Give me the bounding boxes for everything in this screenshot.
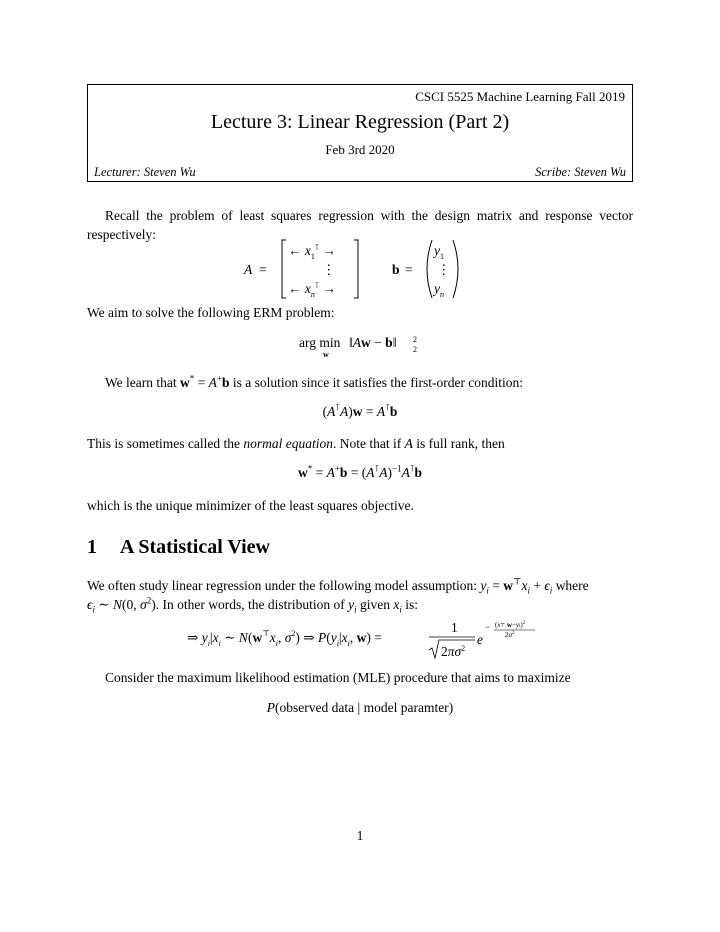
svg-text:w: w bbox=[323, 350, 329, 359]
section-heading bbox=[87, 536, 270, 559]
svg-text:⋮: ⋮ bbox=[437, 262, 451, 277]
svg-text:‖Aw − b‖: ‖Aw − b‖ bbox=[349, 335, 397, 350]
svg-text:e: e bbox=[477, 632, 483, 647]
model-assumption-paragraph: We often study linear regression under the following model assumption: $y_i = w^⊤x_i + \epsilon_i$ where $\epsilon_i$ ∼ N(0, $\sigma^2$). In other words, the distribution of $y_i$ given $x_i$ is: bbox=[87, 576, 589, 615]
course-name: CSCI 5525 Machine Learning Fall 2019 bbox=[415, 89, 625, 104]
svg-text:2: 2 bbox=[413, 345, 417, 354]
svg-text:(x⊤ w−yi)2: (x⊤ w−yi)$^2$ bbox=[495, 621, 526, 629]
svg-text:1: 1 bbox=[451, 620, 458, 635]
page-number: 1 bbox=[356, 828, 364, 843]
svg-text:arg min: arg min bbox=[299, 335, 341, 350]
lecture-header bbox=[87, 84, 633, 182]
svg-text:=: = bbox=[405, 262, 413, 277]
svg-text:2: 2 bbox=[413, 335, 417, 344]
scribe-name: Scribe: Steven Wu bbox=[535, 165, 626, 179]
svg-text:y1: $y_1$ bbox=[434, 243, 444, 261]
svg-text:2σ2: $2\sigma^2$ bbox=[505, 631, 515, 639]
svg-text:← x1⊺ →: ← $x_1^⊺$ → bbox=[288, 243, 336, 261]
erm-objective-equation bbox=[295, 330, 435, 360]
lecture-date: Feb 3rd 2020 bbox=[325, 142, 395, 157]
svg-text:=: = bbox=[259, 262, 267, 277]
svg-text:A: A bbox=[244, 262, 253, 277]
svg-text:← xn⊺ →: ← $x_n^⊺$ → bbox=[288, 281, 336, 299]
design-matrix-equation bbox=[240, 238, 480, 302]
lecture-title: Lecture 3: Linear Regression (Part 2) bbox=[210, 111, 510, 133]
section-title: A Statistical View bbox=[120, 536, 270, 558]
lecturer-name: Lecturer: Steven Wu bbox=[94, 165, 196, 179]
svg-text:b: b bbox=[392, 262, 400, 277]
intro-paragraph: Recall the problem of least squares regression with the design matrix and response vector respectively: bbox=[87, 208, 633, 242]
svg-text:−: − bbox=[485, 622, 491, 632]
closed-form-solution: $w^* = A^+b = (A^⊺A)^{-1}A^⊺b$ bbox=[297, 463, 423, 480]
svg-text:yn: $y_n$ bbox=[434, 281, 444, 299]
normal-equation-paragraph: This is sometimes called the normal equation. Note that if A is full rank, then bbox=[87, 436, 505, 451]
gaussian-likelihood-equation bbox=[185, 618, 545, 666]
likelihood-expression: P(observed data | model paramter) bbox=[266, 700, 454, 715]
svg-text:⋮: ⋮ bbox=[322, 262, 336, 277]
svg-text:⇒ yi|xi ∼ N(w⊤xi, σ2) ⇒ P(yi|x: ⇒ $y_i|x_i$ ∼ $N(w^⊤x_i$, $\sigma^2$) ⇒ $P(y_i|x_i$, w) = bbox=[187, 629, 382, 648]
first-order-paragraph: We learn that w* = A+b is a solution since it satisfies the first-order condition: bbox=[105, 373, 524, 390]
section-number: 1 bbox=[87, 536, 97, 558]
minimizer-paragraph: which is the unique minimizer of the least squares objective. bbox=[87, 498, 414, 513]
normal-equation: (A⊺A)w = A⊺b bbox=[322, 402, 398, 419]
mle-paragraph: Consider the maximum likelihood estimation (MLE) procedure that aims to maximize bbox=[105, 670, 571, 685]
erm-intro: We aim to solve the following ERM problem: bbox=[87, 305, 335, 320]
svg-text:2πσ2: $2\pi\sigma^2$ bbox=[441, 644, 466, 659]
